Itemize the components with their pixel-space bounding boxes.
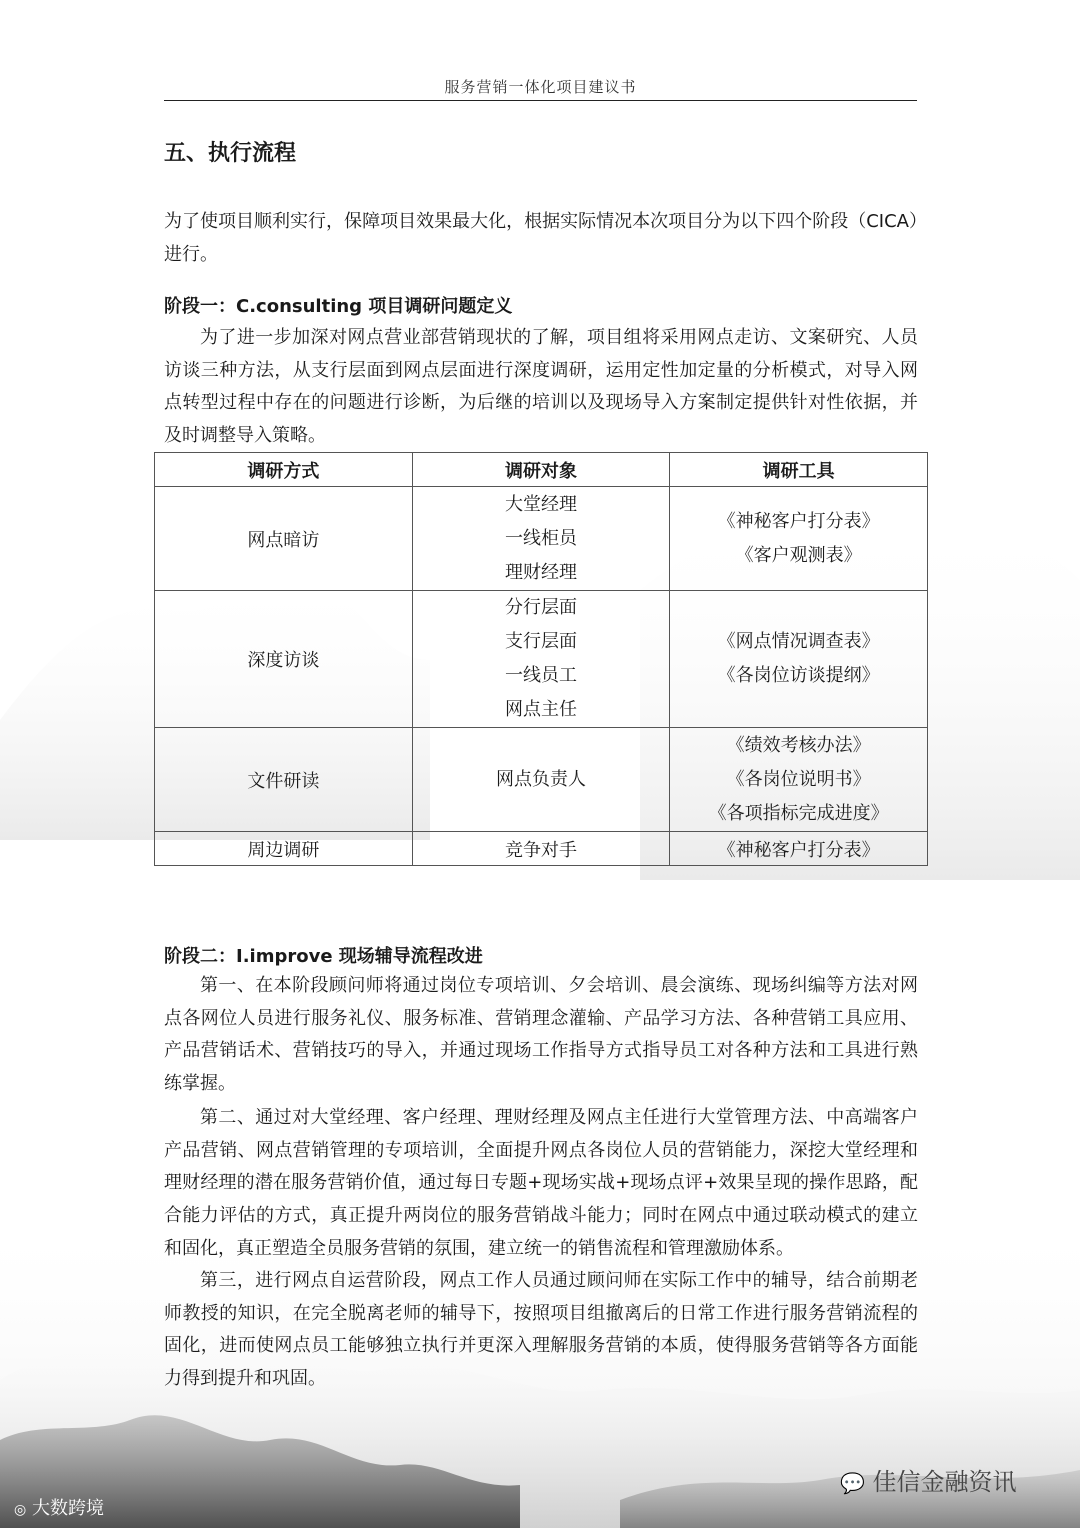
page-header-title: 服务营销一体化项目建议书 <box>444 78 637 96</box>
stage2-paragraph-3: 第三，进行网点自运营阶段，网点工作人员通过顾问师在实际工作中的辅导，结合前期老师教授的知识，在完全脱离老师的辅导下，按照项目组撤离后的日常工作进行服务营销流程的固化，进而使网点员工能够独立执行并更深入理解服务营销的本质，使得服务营销等各方面能力得到提升和巩固。 <box>164 1270 918 1390</box>
intro-paragraph: 为了使项目顺利实行，保障项目效果最大化，根据实际情况本次项目分为以下四个阶段（CICA）进行。 <box>164 211 918 265</box>
target-item: 一线员工 <box>504 665 577 686</box>
target-cell: 竞争对手 <box>412 832 670 866</box>
table-row <box>155 487 928 591</box>
table-row <box>155 832 928 866</box>
survey-table <box>154 452 928 866</box>
target-item: 大堂经理 <box>504 493 577 515</box>
stage2-paragraph-2: 第二、通过对大堂经理、客户经理、理财经理及网点主任进行大堂管理方法、中高端客户产品营销、网点营销管理的专项培训，全面提升网点各岗位人员的营销能力，深挖大堂经理和理财经理的潜在服务营销价值，通过每日专题+现场实战+现场点评+效果呈现的操作思路，配合能力评估的方式，真正提升两岗位的服务营销战斗能力；同时在网点中通过联动模式的建立和固化，真正塑造全员服务营销的氛围，建立统一的销售流程和管理激励体系。 <box>164 1107 918 1259</box>
tool-item: 《客户观测表》 <box>735 544 862 566</box>
tool-item: 《神秘客户打分表》 <box>717 510 880 532</box>
tool-item: 《各岗位说明书》 <box>726 768 871 790</box>
stage2-paragraph-1: 第一、在本阶段顾问师将通过岗位专项培训、夕会培训、晨会演练、现场纠编等方法对网点各网位人员进行服务礼仪、服务标准、营销理念灌输、产品学习方法、各种营销工具应用、产品营销话术、营销技巧的导入，并通过现场工作指导方式指导员工对各种方法和工具进行熟练掌握。 <box>164 975 918 1095</box>
stage1-title: 阶段一：C.consulting 项目调研问题定义 <box>164 296 513 317</box>
stage2-title: 阶段二：I.improve 现场辅导流程改进 <box>164 946 483 967</box>
watermark-left-text: 大数跨境 <box>31 1498 104 1519</box>
target-cell <box>412 728 670 832</box>
section-title: 五、执行流程 <box>164 141 297 166</box>
table-header-row <box>155 453 928 487</box>
tool-item: 《绩效考核办法》 <box>726 734 871 756</box>
target-item: 网点主任 <box>504 699 577 720</box>
stage1-body: 为了进一步加深对网点营业部营销现状的了解，项目组将采用网点走访、文案研究、人员访谈三种方法，从支行层面到网点层面进行深度调研，运用定性加定量的分析模式，对导入网点转型过程中存在的问题进行诊断，为后继的培训以及现场导入方案制定提供针对性依据，并及时调整导入策略。 <box>164 327 918 447</box>
header-target: 调研对象 <box>412 453 670 487</box>
target-cell <box>412 487 670 591</box>
watermark-right-text: 佳信金融资讯 <box>872 1468 1017 1496</box>
header-method: 调研方式 <box>155 453 413 487</box>
target-item: 分行层面 <box>504 597 577 618</box>
method-cell: 文件研读 <box>155 728 413 832</box>
table-row <box>155 728 928 832</box>
tool-item: 《网点情况调查表》 <box>717 631 880 652</box>
tool-item: 《各项指标完成进度》 <box>708 802 889 824</box>
tool-item: 《各岗位访谈提纲》 <box>717 665 880 686</box>
header-rule <box>164 100 917 101</box>
method-cell: 周边调研 <box>155 832 413 866</box>
table-row <box>155 591 928 728</box>
wechat-icon: 💬 <box>840 1471 865 1495</box>
target-item: 一线柜员 <box>504 527 577 549</box>
target-cell <box>412 591 670 728</box>
method-cell: 网点暗访 <box>155 487 413 591</box>
watermark-right <box>840 1462 1017 1497</box>
tool-cell <box>670 487 928 591</box>
tool-cell <box>670 591 928 728</box>
watermark-left <box>14 1494 104 1520</box>
method-cell: 深度访谈 <box>155 591 413 728</box>
tool-cell <box>670 728 928 832</box>
target-item: 支行层面 <box>504 631 577 652</box>
header-tool: 调研工具 <box>670 453 928 487</box>
target-item: 网点负责人 <box>495 768 586 790</box>
tool-cell: 《神秘客户打分表》 <box>670 832 928 866</box>
target-item: 理财经理 <box>504 561 577 583</box>
watermark-logo-icon: ◎ <box>14 1502 27 1518</box>
